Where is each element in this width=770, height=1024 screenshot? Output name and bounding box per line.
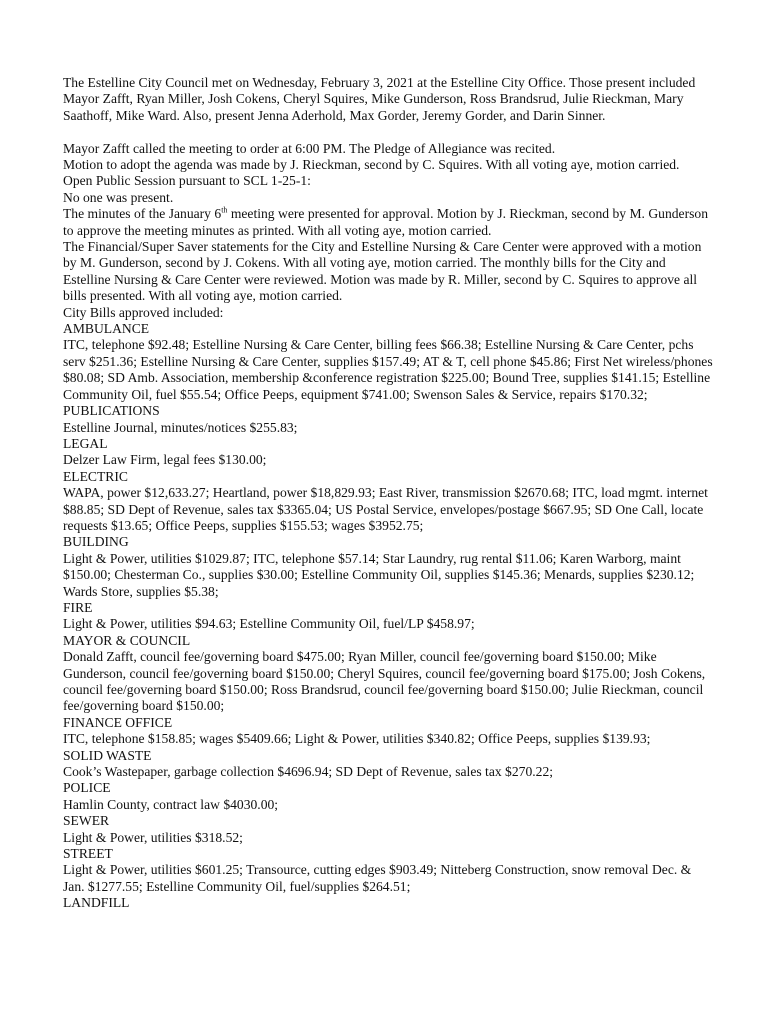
ordinal-suffix: th [221,205,228,215]
bill-section-landfill [63,895,713,911]
bill-section-solid-waste [63,748,713,781]
section-heading: PUBLICATIONS [63,403,160,419]
section-items: ITC, telephone $158.85; wages $5409.66; Light & Power, utilities $340.82; Office Peeps, supplies $139.93; [63,731,651,747]
minutes-approval-paragraph [63,206,713,239]
bill-section-mayor-council [63,633,713,715]
section-heading: BUILDING [63,534,129,550]
bill-section-building [63,534,713,600]
minutes-document [63,75,713,912]
section-heading: ELECTRIC [63,468,128,484]
section-items: Light & Power, utilities $1029.87; ITC, telephone $57.14; Star Laundry, rug rental $11.06; Karen Warborg, maint $150.00; Chesterman Co., supplies $30.00; Estelline Community Oil, supplies $145.36; Menards, supplies $230.12; Wards Store, supplies $5.38; [63,550,695,599]
section-heading: STREET [63,846,113,862]
section-heading: POLICE [63,780,111,796]
section-items: Estelline Journal, minutes/notices $255.83; [63,419,298,435]
bill-section-electric [63,469,713,535]
section-items: WAPA, power $12,633.27; Heartland, power $18,829.93; East River, transmission $2670.68; ITC, load mgmt. internet $88.85; SD Dept of Revenue, sales tax $3365.04; US Postal Service, envelopes/postage $667.95; SD One Call, locate requests $13.65; Office Peeps, supplies $155.53; wages $3952.75; [63,485,708,533]
section-items: Donald Zafft, council fee/governing board $475.00; Ryan Miller, council fee/governing board $150.00; Mike Gunderson, council fee/governing board $150.00; Cheryl Squires, council fee/governing board $175.00; Josh Cokens, council fee/governing board $150.00; Ross Brandsrud, council fee/governing board $150.00; Julie Rieckman, council fee/governing board $150.00; [63,649,706,714]
agenda-motion-line: Motion to adopt the agenda was made by J. Rieckman, second by C. Squires. With all voting aye, motion carried. [63,157,680,173]
section-items: Light & Power, utilities $318.52; [63,829,243,845]
paragraph-spacer [63,124,713,140]
section-heading: LEGAL [63,435,108,451]
attendance-paragraph: The Estelline City Council met on Wednesday, February 3, 2021 at the Estelline City Office. Those present included Mayor Zafft, Ryan Miller, Josh Cokens, Cheryl Squires, Mike Gunderson, Ross Brandsrud, Julie Rieckman, Mary Saathoff, Mike Ward. Also, present Jenna Aderhold, Max Gorder, Jeremy Gorder, and Darin Sinner. [63,75,696,123]
bill-section-legal [63,436,713,469]
section-heading: LANDFILL [63,895,130,911]
section-heading: SOLID WASTE [63,747,152,763]
section-items: Delzer Law Firm, legal fees $130.00; [63,452,267,468]
section-items: Light & Power, utilities $601.25; Transource, cutting edges $903.49; Nitteberg Construction, snow removal Dec. & Jan. $1277.55; Estelline Community Oil, fuel/supplies $264.51; [63,862,692,894]
section-items: Hamlin County, contract law $4030.00; [63,796,279,812]
financial-paragraph: The Financial/Super Saver statements for the City and Estelline Nursing & Care Center were approved with a motion by M. Gunderson, second by J. Cokens. With all voting aye, motion carried. The monthly bills for the City and Estelline Nursing & Care Center were reviewed. Motion was made by R. Miller, second by C. Squires to approve all bills presented. With all voting aye, motion carried. [63,239,702,304]
bill-section-ambulance [63,321,713,403]
public-session-line: Open Public Session pursuant to SCL 1-25-1: [63,173,311,189]
bills-intro-line: City Bills approved included: [63,304,224,320]
public-session-result-line: No one was present. [63,189,174,205]
section-heading: AMBULANCE [63,321,150,337]
section-heading: SEWER [63,813,110,829]
call-to-order-line: Mayor Zafft called the meeting to order at 6:00 PM. The Pledge of Allegiance was recited. [63,140,556,156]
section-heading: FINANCE OFFICE [63,714,173,730]
bill-section-publications [63,403,713,436]
section-items: ITC, telephone $92.48; Estelline Nursing & Care Center, billing fees $66.38; Estelline Nursing & Care Center, pchs serv $251.36; Estelline Nursing & Care Center, supplies $157.49; AT & T, cell phone $45.86; First Net wireless/phones $80.08; SD Amb. Association, membership &conference registration $225.00; Bound Tree, supplies $141.15; Estelline Community Oil, fuel $55.54; Office Peeps, equipment $741.00; Swenson Sales & Service, repairs $170.32; [63,337,713,402]
section-heading: MAYOR & COUNCIL [63,632,191,648]
minutes-text-end: meeting were presented for approval. Motion by J. Rieckman, second by M. Gunderson to approve the meeting minutes as printed. With all voting aye, motion carried. [63,206,708,238]
bill-section-finance-office [63,715,713,748]
section-heading: FIRE [63,599,93,615]
section-items: Light & Power, utilities $94.63; Estelline Community Oil, fuel/LP $458.97; [63,616,475,632]
bill-section-police [63,780,713,813]
bill-section-sewer [63,813,713,846]
section-items: Cook’s Wastepaper, garbage collection $4696.94; SD Dept of Revenue, sales tax $270.22; [63,764,554,780]
bill-section-street [63,846,713,895]
minutes-text-start: The minutes of the January 6 [63,206,222,222]
bill-section-fire [63,600,713,633]
